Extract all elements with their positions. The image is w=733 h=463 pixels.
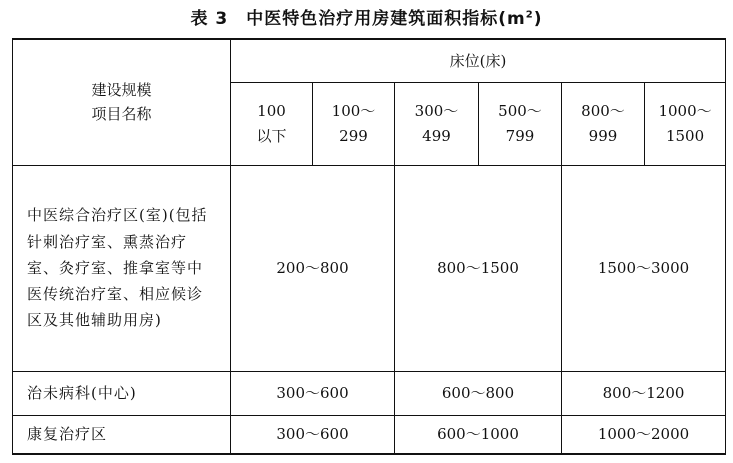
row-name: 治未病科(中心) (13, 371, 231, 415)
row-value: 600～800 (395, 371, 562, 415)
row-name: 康复治疗区 (13, 415, 231, 454)
table-title: 表 3 中医特色治疗用房建筑面积指标$(m^2)$ (190, 9, 543, 29)
row-value: 800～1500 (395, 165, 562, 371)
row-value: 1000～2000 (562, 415, 726, 454)
column-header: 1000～ 1500 (645, 82, 726, 165)
row-value: 800～1200 (562, 371, 726, 415)
row-value: 600～1000 (395, 415, 562, 454)
row-value: 200～800 (231, 165, 395, 371)
area-index-table (12, 38, 726, 455)
column-header: 100～ 299 (313, 82, 395, 165)
table-row (13, 371, 726, 415)
header-row-1 (13, 39, 726, 82)
table-row (13, 165, 726, 371)
column-header: 800～ 999 (562, 82, 645, 165)
column-header: 100 以下 (231, 82, 313, 165)
column-header: 300～ 499 (395, 82, 479, 165)
bed-count-header: 床位(床) (231, 39, 726, 82)
table-row (13, 415, 726, 454)
row-value: 300～600 (231, 371, 395, 415)
row-value: 300～600 (231, 415, 395, 454)
column-header: 500～ 799 (479, 82, 562, 165)
row-value: 1500～3000 (562, 165, 726, 371)
row-name: 中医综合治疗区(室)(包括针刺治疗室、熏蒸治疗室、灸疗室、推拿室等中医传统治疗室、相应候诊区及其他辅助用房) (13, 165, 231, 371)
header-corner-cell: 建设规模 项目名称 (13, 39, 231, 165)
